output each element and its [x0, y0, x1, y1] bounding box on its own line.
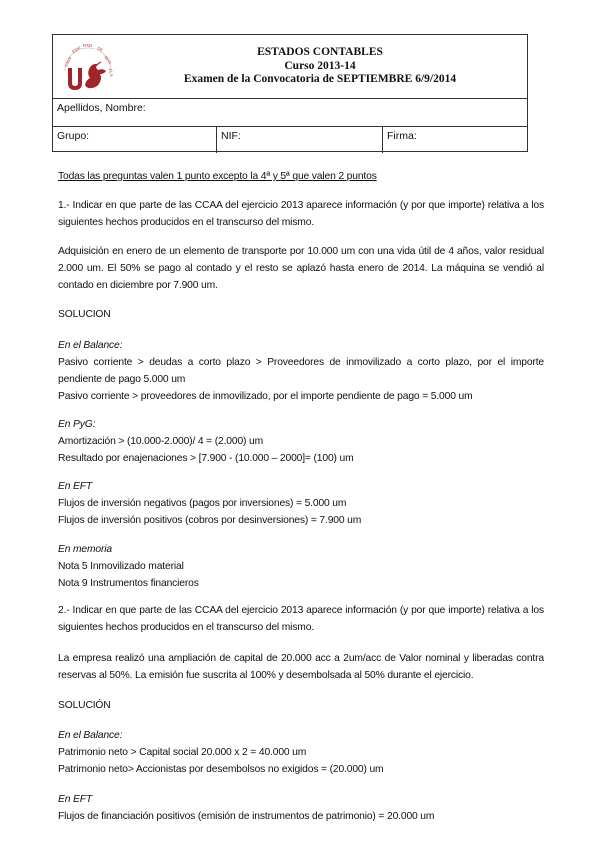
- signature-label: Firma:: [387, 130, 417, 142]
- header-titles: [113, 46, 527, 87]
- q1-eft-section: [58, 478, 544, 529]
- intro-note: [58, 168, 544, 185]
- q1-pyg-heading: En PyG:: [58, 419, 96, 430]
- svg-text:ERSI: ERSI: [71, 44, 82, 54]
- signature-field[interactable]: [383, 127, 529, 153]
- group-nif-signature-row: [53, 127, 527, 153]
- q1-solution-heading: SOLUCION: [58, 309, 111, 320]
- svg-text:LLA: LLA: [108, 68, 115, 78]
- header-title-row: [53, 35, 527, 99]
- q1-solution-label: [58, 306, 544, 323]
- q1-balance-line-1: Pasivo corriente > deudas a corto plazo > Proveedores de inmovilizado a corto plazo, por el importe pendiente de pago 5.000 um: [58, 357, 544, 385]
- q2-eft-section: [58, 791, 544, 825]
- group-label: Grupo:: [57, 130, 90, 142]
- q1-pyg-line-2: Resultado por enajenaciones > [7.900 - (10.000 – 2000]= (100) um: [58, 453, 354, 464]
- q1-pyg-line-1: Amortización > (10.000-2.000)/ 4 = (2.000) um: [58, 436, 264, 447]
- q1-balance-line-2: Pasivo corriente > proveedores de inmovilizado, por el importe pendiente de pago = 5.000 um: [58, 391, 473, 402]
- q1-balance-section: [58, 337, 544, 405]
- svg-text:DAD: DAD: [83, 43, 93, 48]
- q2-solution-label: [58, 697, 544, 714]
- doc-title: ESTADOS CONTABLES: [257, 46, 383, 58]
- exam-header-box: [52, 34, 528, 152]
- q2-balance-heading: En el Balance:: [58, 730, 123, 741]
- name-field-row[interactable]: [53, 99, 527, 127]
- q1-eft-heading: En EFT: [58, 481, 93, 492]
- svg-text:DE: DE: [96, 45, 104, 53]
- q1-statement-text: 1.- Indicar en que parte de las CCAA del ejercicio 2013 aparece información (y por que importe) relativa a los siguientes hechos producidos en el transcurso del mismo.: [58, 200, 544, 228]
- q2-eft-line-1: Flujos de financiación positivos (emisión de instrumentos de patrimonio) = 20.000 um: [58, 811, 435, 822]
- q1-case: [58, 243, 544, 294]
- q1-eft-line-2: Flujos de inversión positivos (cobros por desinversiones) = 7.900 um: [58, 515, 362, 526]
- q1-memoria-section: [58, 541, 544, 592]
- q2-case: [58, 650, 544, 684]
- svg-text:SEVI: SEVI: [103, 54, 113, 66]
- q2-balance-section: [58, 727, 544, 778]
- exam-label: Examen de la Convocatoria de SEPTIEMBRE 6/9/2014: [183, 73, 457, 85]
- name-label: Apellidos, Nombre:: [57, 102, 146, 114]
- q2-balance-line-1: Patrimonio neto > Capital social 20.000 x 2 = 40.000 um: [58, 747, 307, 758]
- q2-statement-text: 2.- Indicar en que parte de las CCAA del ejercicio 2013 aparece información (y por que importe) relativa a los siguientes hechos producidos en el transcurso del mismo.: [58, 605, 544, 633]
- q1-memoria-line-2: Nota 9 Instrumentos financieros: [58, 578, 199, 589]
- q1-eft-line-1: Flujos de inversión negativos (pagos por inversiones) = 5.000 um: [58, 498, 347, 509]
- q2-balance-line-2: Patrimonio neto> Accionistas por desembolsos no exigidos = (20.000) um: [58, 764, 384, 775]
- q1-memoria-line-1: Nota 5 Inmovilizado material: [58, 561, 184, 572]
- q1-memoria-heading: En memoria: [58, 544, 113, 555]
- q1-statement: [58, 197, 544, 231]
- q2-eft-heading: En EFT: [58, 794, 93, 805]
- nif-label: NIF:: [221, 130, 241, 142]
- scoring-note: Todas las preguntas valen 1 punto excepto la 4ª y 5ª que valen 2 puntos: [58, 171, 377, 182]
- group-field[interactable]: [53, 127, 217, 153]
- q1-pyg-section: [58, 416, 544, 467]
- q1-balance-heading: En el Balance:: [58, 340, 123, 351]
- q2-solution-heading: SOLUCIÓN: [58, 700, 111, 711]
- q2-case-text: La empresa realizó una ampliación de capital de 20.000 acc a 2um/acc de Valor nominal y liberadas contra reservas al 50%. La emisión fue suscrita al 100% y desembolsada al 50% durante el ejercicio.: [58, 653, 544, 681]
- q1-case-text: Adquisición en enero de un elemento de transporte por 10.000 um con una vida útil de 4 años, valor residual 2.000 um. El 50% se pago al contado y el resto se aplazó hasta enero de 2014. La máquina se vendió al contado en diciembre por 7.900 um.: [58, 246, 544, 291]
- q2-statement: [58, 602, 544, 636]
- course-label: Curso 2013-14: [284, 59, 356, 72]
- svg-text:UNIV: UNIV: [63, 55, 73, 68]
- university-logo: [59, 41, 117, 93]
- nif-field[interactable]: [217, 127, 383, 153]
